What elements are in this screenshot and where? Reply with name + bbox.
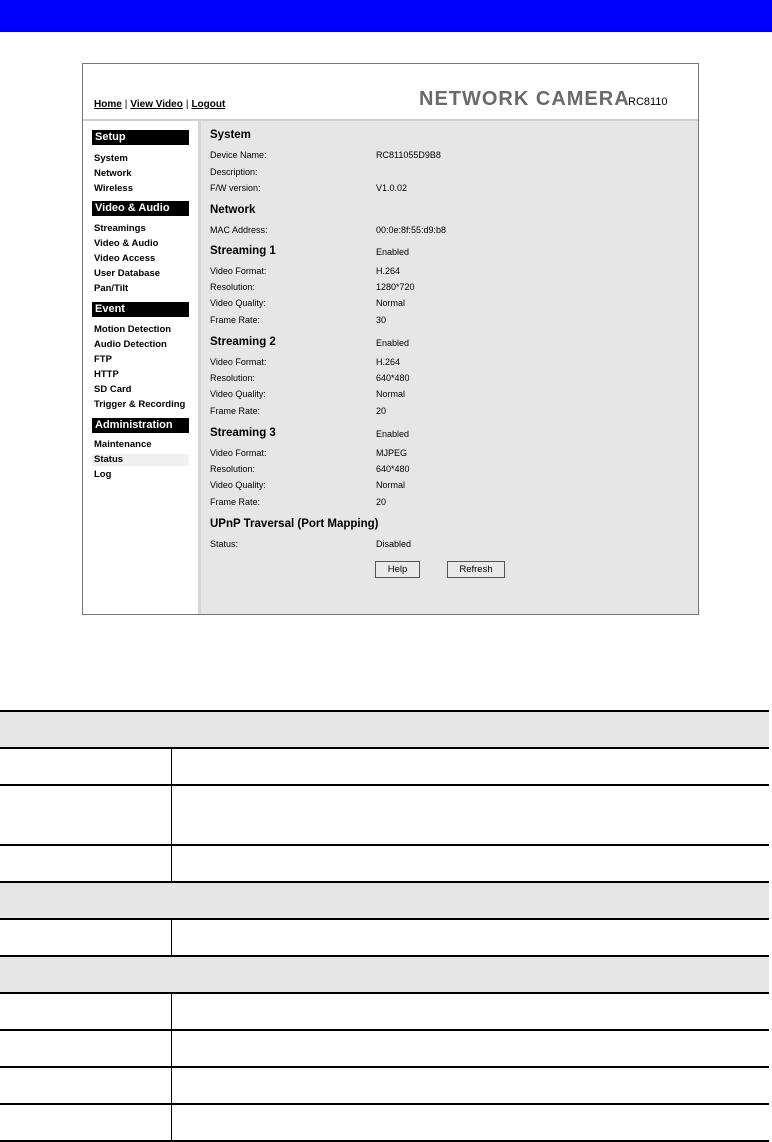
- streaming1-resolution-label: Resolution:: [210, 282, 256, 292]
- table-section-header: [0, 956, 769, 993]
- table-cell: [172, 1030, 770, 1067]
- sidebar-item-user-database[interactable]: User Database: [94, 268, 161, 279]
- sidebar-item-pan-tilt[interactable]: Pan/Tilt: [94, 283, 129, 294]
- streaming3-resolution-value: 640*480: [376, 464, 410, 474]
- table-row: [0, 1067, 769, 1104]
- table-cell: [0, 711, 769, 748]
- mac-address-label: MAC Address:: [210, 225, 268, 235]
- streaming1-heading: Streaming 1: [210, 245, 276, 257]
- table-row: [0, 993, 769, 1030]
- streaming2-format-label: Video Format:: [210, 357, 267, 367]
- sidebar-header-event: Event: [92, 302, 189, 317]
- streaming3-quality-value: Normal: [376, 480, 406, 490]
- streaming3-heading: Streaming 3: [210, 427, 276, 439]
- sidebar: [83, 121, 201, 614]
- table-cell: [0, 845, 172, 882]
- table-row: [0, 1030, 769, 1067]
- table-cell: [0, 882, 769, 919]
- table-row: [0, 845, 769, 882]
- table-cell: [0, 748, 172, 785]
- table-cell: [0, 956, 769, 993]
- table-cell: [172, 845, 770, 882]
- description-table: [0, 710, 769, 1142]
- table-cell: [0, 919, 172, 956]
- streaming3-quality-label: Video Quality:: [210, 480, 266, 490]
- sidebar-item-motion-detection[interactable]: Motion Detection: [94, 324, 172, 335]
- sidebar-item-maintenance[interactable]: Maintenance: [94, 439, 152, 450]
- sidebar-item-streamings[interactable]: Streamings: [94, 223, 146, 234]
- table-cell: [172, 1067, 770, 1104]
- table-cell: [0, 1030, 172, 1067]
- nav-separator: |: [185, 99, 189, 110]
- streaming1-framerate-value: 30: [376, 315, 387, 325]
- streaming2-state: Enabled: [376, 338, 410, 348]
- table-row: [0, 748, 769, 785]
- upnp-status-label: Status:: [210, 539, 239, 549]
- sidebar-item-audio-detection[interactable]: Audio Detection: [94, 339, 167, 350]
- streaming1-framerate-label: Frame Rate:: [210, 315, 261, 325]
- streaming2-resolution-value: 640*480: [376, 373, 410, 383]
- table-row: [0, 1104, 769, 1141]
- sidebar-item-video-access[interactable]: Video Access: [94, 253, 156, 264]
- streaming3-state: Enabled: [376, 429, 410, 439]
- table-cell: [172, 785, 770, 845]
- sidebar-header-video-audio: Video & Audio: [92, 201, 189, 216]
- brand-title: NETWORK CAMERA: [419, 88, 630, 110]
- table-cell: [0, 993, 172, 1030]
- streaming3-framerate-value: 20: [376, 497, 387, 507]
- streaming2-format-value: H.264: [376, 357, 401, 367]
- sidebar-item-ftp[interactable]: FTP: [94, 354, 112, 365]
- fw-version-label: F/W version:: [210, 183, 261, 193]
- streaming1-format-value: H.264: [376, 266, 401, 276]
- table-section-header: [0, 711, 769, 748]
- upnp-status-value: Disabled: [376, 539, 412, 549]
- streaming3-format-value: MJPEG: [376, 448, 408, 458]
- logout-link[interactable]: Logout: [191, 99, 226, 110]
- device-name-value: RC811055D9B8: [376, 150, 441, 160]
- model-number: RC8110: [628, 96, 668, 108]
- sidebar-item-status[interactable]: Status: [92, 454, 189, 466]
- streaming2-quality-value: Normal: [376, 389, 406, 399]
- fw-version-value: V1.0.02: [376, 183, 408, 193]
- table-cell: [172, 1104, 770, 1141]
- table-cell: [0, 785, 172, 845]
- sidebar-item-sd-card[interactable]: SD Card: [94, 384, 132, 395]
- table-row: [0, 785, 769, 845]
- nav-separator: |: [124, 99, 128, 110]
- streaming2-heading: Streaming 2: [210, 336, 276, 348]
- streaming3-framerate-label: Frame Rate:: [210, 497, 261, 507]
- streaming1-quality-label: Video Quality:: [210, 298, 266, 308]
- mac-address-value: 00:0e:8f:55:d9:b8: [376, 225, 447, 235]
- streaming2-framerate-value: 20: [376, 406, 387, 416]
- help-button[interactable]: Help: [375, 561, 420, 578]
- sidebar-header-setup: Setup: [92, 130, 189, 145]
- table-cell: [0, 1104, 172, 1141]
- streaming1-resolution-value: 1280*720: [376, 282, 415, 292]
- view-video-link[interactable]: View Video: [130, 99, 183, 110]
- system-heading: System: [210, 129, 251, 141]
- streaming1-format-label: Video Format:: [210, 266, 267, 276]
- streaming2-quality-label: Video Quality:: [210, 389, 266, 399]
- sidebar-item-system[interactable]: System: [94, 153, 128, 164]
- sidebar-item-log[interactable]: Log: [94, 469, 112, 480]
- sidebar-item-http[interactable]: HTTP: [94, 369, 119, 380]
- device-name-label: Device Name:: [210, 150, 267, 160]
- sidebar-header-administration: Administration: [92, 418, 189, 433]
- streaming3-resolution-label: Resolution:: [210, 464, 256, 474]
- table-cell: [0, 1067, 172, 1104]
- streaming2-resolution-label: Resolution:: [210, 373, 256, 383]
- refresh-button[interactable]: Refresh: [447, 561, 505, 578]
- network-heading: Network: [210, 204, 256, 216]
- top-nav: [94, 99, 225, 110]
- upnp-heading: UPnP Traversal (Port Mapping): [210, 518, 379, 530]
- table-row: [0, 919, 769, 956]
- streaming1-state: Enabled: [376, 247, 410, 257]
- camera-web-ui: [82, 63, 699, 615]
- table-cell: [172, 919, 770, 956]
- sidebar-item-network[interactable]: Network: [94, 168, 132, 179]
- sidebar-item-video-audio[interactable]: Video & Audio: [94, 238, 159, 249]
- sidebar-item-trigger-recording[interactable]: Trigger & Recording: [94, 399, 186, 410]
- streaming3-format-label: Video Format:: [210, 448, 267, 458]
- sidebar-item-wireless[interactable]: Wireless: [94, 183, 133, 194]
- description-label: Description:: [210, 167, 258, 177]
- top-banner: [0, 0, 772, 32]
- page-header: [83, 64, 698, 121]
- table-section-header: [0, 882, 769, 919]
- streaming1-quality-value: Normal: [376, 298, 406, 308]
- streaming2-framerate-label: Frame Rate:: [210, 406, 261, 416]
- table-cell: [172, 993, 770, 1030]
- home-link[interactable]: Home: [94, 99, 122, 110]
- table-cell: [172, 748, 770, 785]
